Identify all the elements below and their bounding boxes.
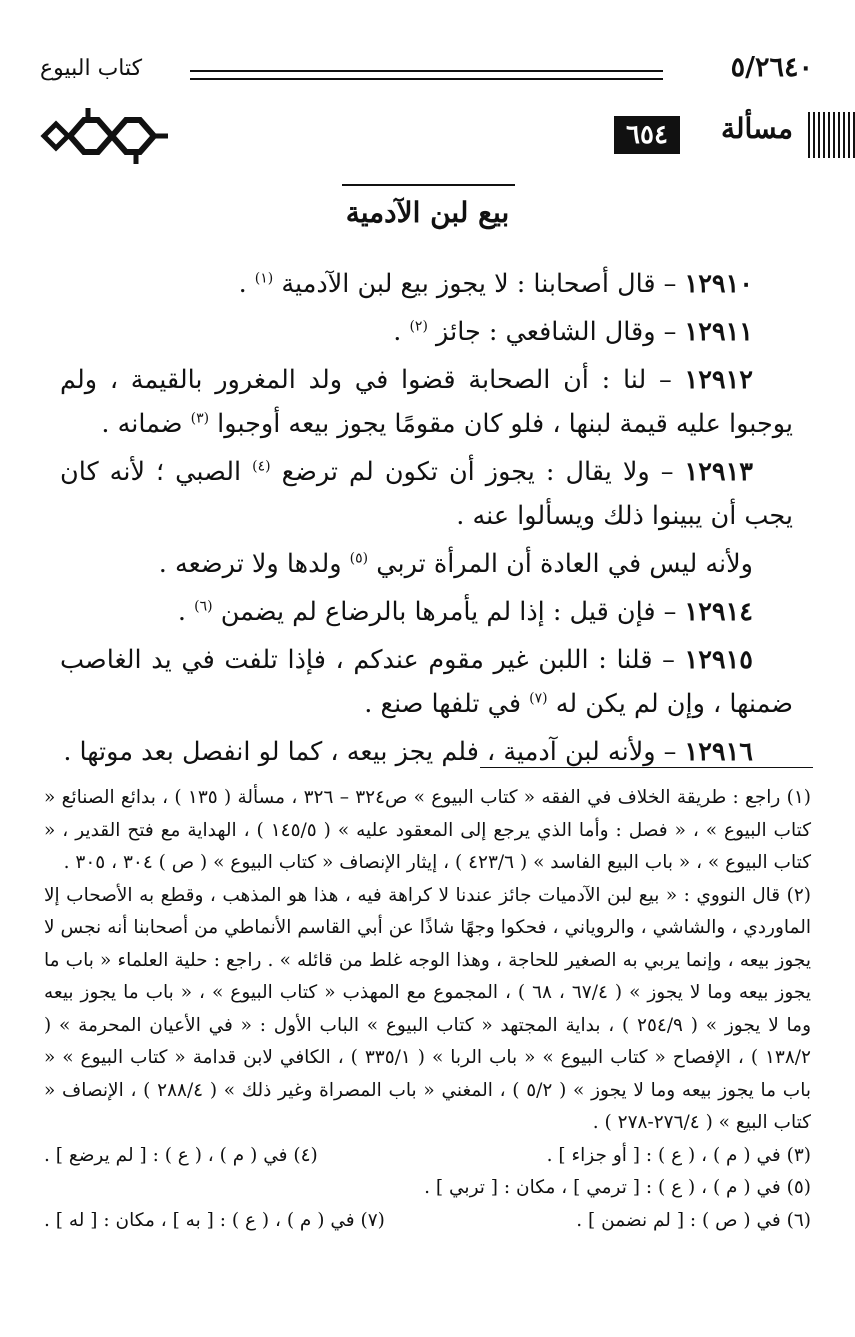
footnote-5: (٥) في ( م ) ، ( ع ) : [ ترمي ] ، مكان : [ تربي ] . [424, 1177, 811, 1198]
footnote-marker: (٢) [409, 318, 428, 335]
paragraph-end: في تلفها صنع . [364, 689, 530, 719]
footnote-6: (٦) في ( ص ) : [ لم نضمن ] . [576, 1209, 811, 1231]
paragraph-text: ولأنه ليس في العادة أن المرأة تربي [368, 549, 753, 579]
paragraph-end: . [177, 597, 195, 627]
section-title: بيع لبن الآدمية [345, 196, 510, 229]
footnote-marker: (١) [254, 270, 274, 287]
paragraph-text: – فإن قيل : إذا لم يأمرها بالرضاع لم يضمن [212, 597, 685, 627]
paragraph-number: ١٢٩١٦ [684, 737, 753, 767]
footnote-separator [480, 767, 813, 768]
footnote-marker: (٦) [194, 598, 213, 615]
paragraph-text: – ولا يقال : يجوز أن تكون لم ترضع [270, 457, 685, 487]
paragraph-text: – قلنا : اللبن غير مقوم عندكم ، فإذا تلفت في يد الغاصب ضمنها ، وإن لم يكن له [60, 645, 793, 719]
vertical-bars-ornament [805, 112, 855, 158]
paragraph-text: – وقال الشافعي : جائز [427, 317, 685, 347]
paragraph-number: ١٢٩١٣ [684, 457, 753, 487]
footnote-marker: (٧) [529, 690, 548, 707]
footnote-row-3-4 [44, 1140, 811, 1173]
book-title: كتاب البيوع [40, 56, 143, 81]
paragraph-end: . [393, 317, 410, 347]
header-double-rule [190, 70, 663, 80]
paragraph-text: – قال أصحابنا : لا يجوز بيع لبن الآدمية [273, 269, 685, 299]
footnote-marker: (٣) [190, 410, 210, 427]
paragraph-12912 [60, 358, 793, 446]
paragraph-12913 [60, 450, 793, 538]
paragraph-text: – لنا : أن الصحابة قضوا في ولد المغرور بالقيمة ، ولم يوجبوا عليه قيمة لبنها ، فلو كان مقومًا يجوز بيعه أوجبوا [60, 365, 793, 439]
paragraph-text: – ولأنه لبن آدمية ، فلم يجز بيعه ، كما لو انفصل بعد موتها . [63, 737, 685, 767]
running-header [40, 52, 813, 92]
paragraph-12914 [60, 590, 793, 634]
footnote-4: (٤) في ( م ) ، ( ع ) : [ لم يرضع ] . [44, 1144, 318, 1166]
paragraph-12910 [60, 262, 793, 306]
paragraph-end: ولدها ولا ترضعه . [158, 549, 350, 579]
title-rule [342, 184, 515, 186]
main-text [60, 262, 793, 774]
footnote-row-6-7 [44, 1205, 811, 1238]
paragraph-unnumbered [60, 542, 793, 586]
footnote-marker: (٥) [349, 550, 369, 567]
paragraph-number: ١٢٩١٥ [684, 645, 753, 675]
footnote-1: (١) راجع : طريقة الخلاف في الفقه « كتاب البيوع » ص٣٢٤ – ٣٢٦ ، مسألة ( ١٣٥ ) ، بدائع الصنائع « كتاب البيوع » ، « فصل : وأما الذي يرجع إلى المعقود عليه » ( ١٤٥/٥ ) ، الهداية مع فتح القدير ، « كتاب البيوع » ، « باب البيع الفاسد » ( ٤٢٣/٦ ) ، إيثار الإنصاف « كتاب البيوع » ( ص ) ٣٠٤ ، ٣٠٥ . [44, 787, 811, 873]
footnote-marker: (٤) [252, 458, 271, 475]
question-banner [40, 106, 855, 166]
paragraph-end: . [238, 269, 255, 299]
paragraph-end: ضمانه . [101, 409, 191, 439]
question-label: مسألة [720, 112, 793, 145]
paragraph-number: ١٢٩١٠ [684, 269, 753, 299]
footnote-7: (٧) في ( م ) ، ( ع ) : [ به ] ، مكان : [ له ] . [44, 1209, 385, 1231]
paragraph-end: الصبي ؛ لأنه كان يجب أن يبينوا ذلك ويسألوا عنه . [60, 457, 793, 531]
page-reference: ٥/٢٦٤٠ [730, 52, 813, 83]
paragraph-12911 [60, 310, 793, 354]
arabesque-ornament-icon [40, 106, 170, 166]
paragraph-number: ١٢٩١٢ [684, 365, 753, 395]
footnote-2: (٢) قال النووي : « بيع لبن الآدميات جائز عندنا لا كراهة فيه ، هذا هو المذهب ، وقطع به الأصحاب إلا الماوردي ، والشاشي ، والروياني ، فحكوا وجهًا شاذًا عن أبي القاسم الأنماطي من أصحابنا أنه نجس لا يجوز بيعه ، وإنما يربي به الصغير للحاجة ، وهذا الوجه غلط من قائله » . راجع : حلية العلماء « باب ما يجوز بيعه وما لا يجوز » ( ٦٧/٤ ، ٦٨ ) ، المجموع مع المهذب « كتاب البيوع » ، « باب ما يجوز بيعه وما لا يجوز » ( ٢٥٤/٩ ) ، بداية المجتهد « كتاب البيوع » الباب الأول : « في الأعيان المحرمة » ( ١٣٨/٢ ) ، الإفصاح « كتاب البيوع » « باب الربا » ( ٣٣٥/١ ) ، الكافي لابن قدامة « كتاب البيوع » « باب ما يجوز بيعه وما لا يجوز » ( ٥/٢ ) ، المغني « باب المصراة وغير ذلك » ( ٢٨٨/٤ ) ، الإنصاف « كتاب البيع » ( ٢٧٦/٤-٢٧٨ ) . [44, 884, 811, 1133]
paragraph-12915 [60, 638, 793, 726]
footnotes [44, 782, 811, 1237]
paragraph-number: ١٢٩١٤ [684, 597, 753, 627]
footnote-3: (٣) في ( م ) ، ( ع ) : [ أو جزاء ] . [546, 1144, 811, 1166]
paragraph-number: ١٢٩١١ [684, 317, 753, 347]
question-number: ٦٥٤ [614, 116, 680, 154]
